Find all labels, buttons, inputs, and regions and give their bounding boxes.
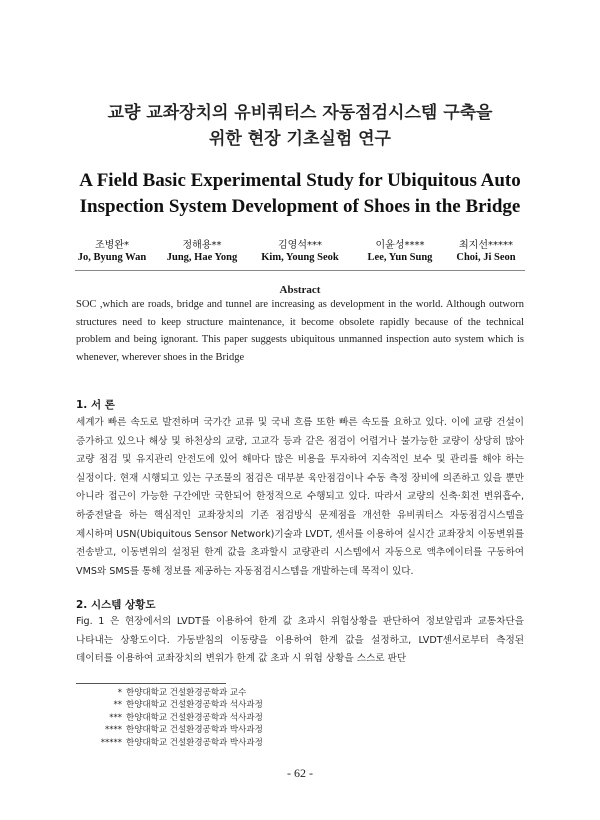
author-name-korean: 최지선***** (459, 240, 513, 251)
english-title-line-2: Inspection System Development of Shoes in the Bridge (79, 196, 521, 217)
section-1-body: 세계가 빠른 속도로 발전하며 국가간 교류 및 국내 흐름 또한 빠른 속도를 요하고 있다. 이에 교량 건설이 증가하고 있으나 해상 및 하천상의 교량, 고교각 등과 같은 점검이 어렵거나 불가능한 교량이 상당히 많아 교량 점검 및 유지관리 안전도에 있어 해마다 많은 비용을 투자하여 지속적인 보수 및 관리를 해야 하는 실정이다. 현재 시행되고 있는 구조물의 점검은 대부분 육안점검이나 수동 측정 장비에 의존하고 있을 뿐만 아니라 접근이 가능한 구간에만 국한되어 한정적으로 수행되고 있다. 따라서 교량의 신축·회전 변위흡수, 하중전달을 하는 핵심적인 교좌장치의 기존 점검방식 문제점을 개선한 유비쿼터스 자동점검시스템을 제시하며 USN(Ubiquitous Sensor Network)기술과 LVDT, 센서를 이용하여 실시간 교좌장치 이동변위를 전송받고, 이동변위의 설정된 한계 값을 초과할시 교량관리 시스템에서 자동으로 액추에이터를 구동하여 VMS와 SMS를 통해 정보를 제공하는 자동점검시스템을 개발하는데 목적이 있다. (76, 417, 524, 577)
footnote: * 한양대학교 건설환경공학과 교수 (117, 688, 247, 698)
korean-title-line-1: 교량 교좌장치의 유비쿼터스 자동점검시스템 구축을 (107, 103, 493, 123)
section-2-body: Fig. 1 은 현장에서의 LVDT를 이용하여 한계 값 초과시 위험상황을 판단하여 정보알림과 교통차단을 나타내는 상황도이다. 가동받침의 이동량을 이용하여 한계 값을 설정하고, LVDT센서로부터 측정된 데이터를 이용하여 교좌장치의 변위가 한계 값 초과 시 위험 상황을 스스로 판단 (76, 616, 524, 665)
footnotes (76, 687, 326, 749)
footnote: **** 한양대학교 건설환경공학과 박사과정 (105, 725, 263, 736)
author-name-korean: 조병완* (95, 240, 129, 251)
korean-title-line-2: 위한 현장 기초실험 연구 (209, 129, 391, 149)
author-5 (431, 236, 541, 263)
footnote: ***** 한양대학교 건설환경공학과 박사과정 (100, 737, 263, 748)
author-3 (245, 236, 355, 263)
author-name-korean: 이윤성**** (375, 240, 425, 251)
author-name-english: Choi, Ji Seon (456, 252, 516, 263)
author-divider (75, 270, 525, 271)
author-2 (147, 236, 257, 263)
abstract-heading: Abstract (279, 284, 321, 296)
author-name-korean: 김영석*** (278, 240, 322, 251)
author-name-korean: 정해용** (182, 240, 222, 251)
page-number: - 62 - (287, 766, 313, 780)
section-2-heading: 2. 시스템 상황도 (76, 599, 156, 611)
footnote: *** 한양대학교 건설환경공학과 석사과정 (109, 712, 263, 723)
author-name-english: Jo, Byung Wan (77, 252, 147, 263)
english-title-line-1: A Field Basic Experimental Study for Ubiquitous Auto (79, 170, 521, 191)
abstract-text: SOC ,which are roads, bridge and tunnel are increasing as development in the world. Although outworn structures need to keep structure maintenance, it become obsolete rapidly because of the technical problem and being ignorant. This paper suggests ubiquitous unmanned inspection auto system which is whenever, wherever shoes in the Bridge (76, 299, 524, 363)
footnote: ** 한양대학교 건설환경공학과 석사과정 (113, 700, 263, 711)
author-name-english: Jung, Hae Yong (166, 252, 238, 263)
footnote-divider (76, 683, 226, 684)
author-name-english: Kim, Young Seok (261, 252, 339, 263)
section-1-heading: 1. 서 론 (76, 399, 115, 411)
author-name-english: Lee, Yun Sung (367, 252, 433, 263)
